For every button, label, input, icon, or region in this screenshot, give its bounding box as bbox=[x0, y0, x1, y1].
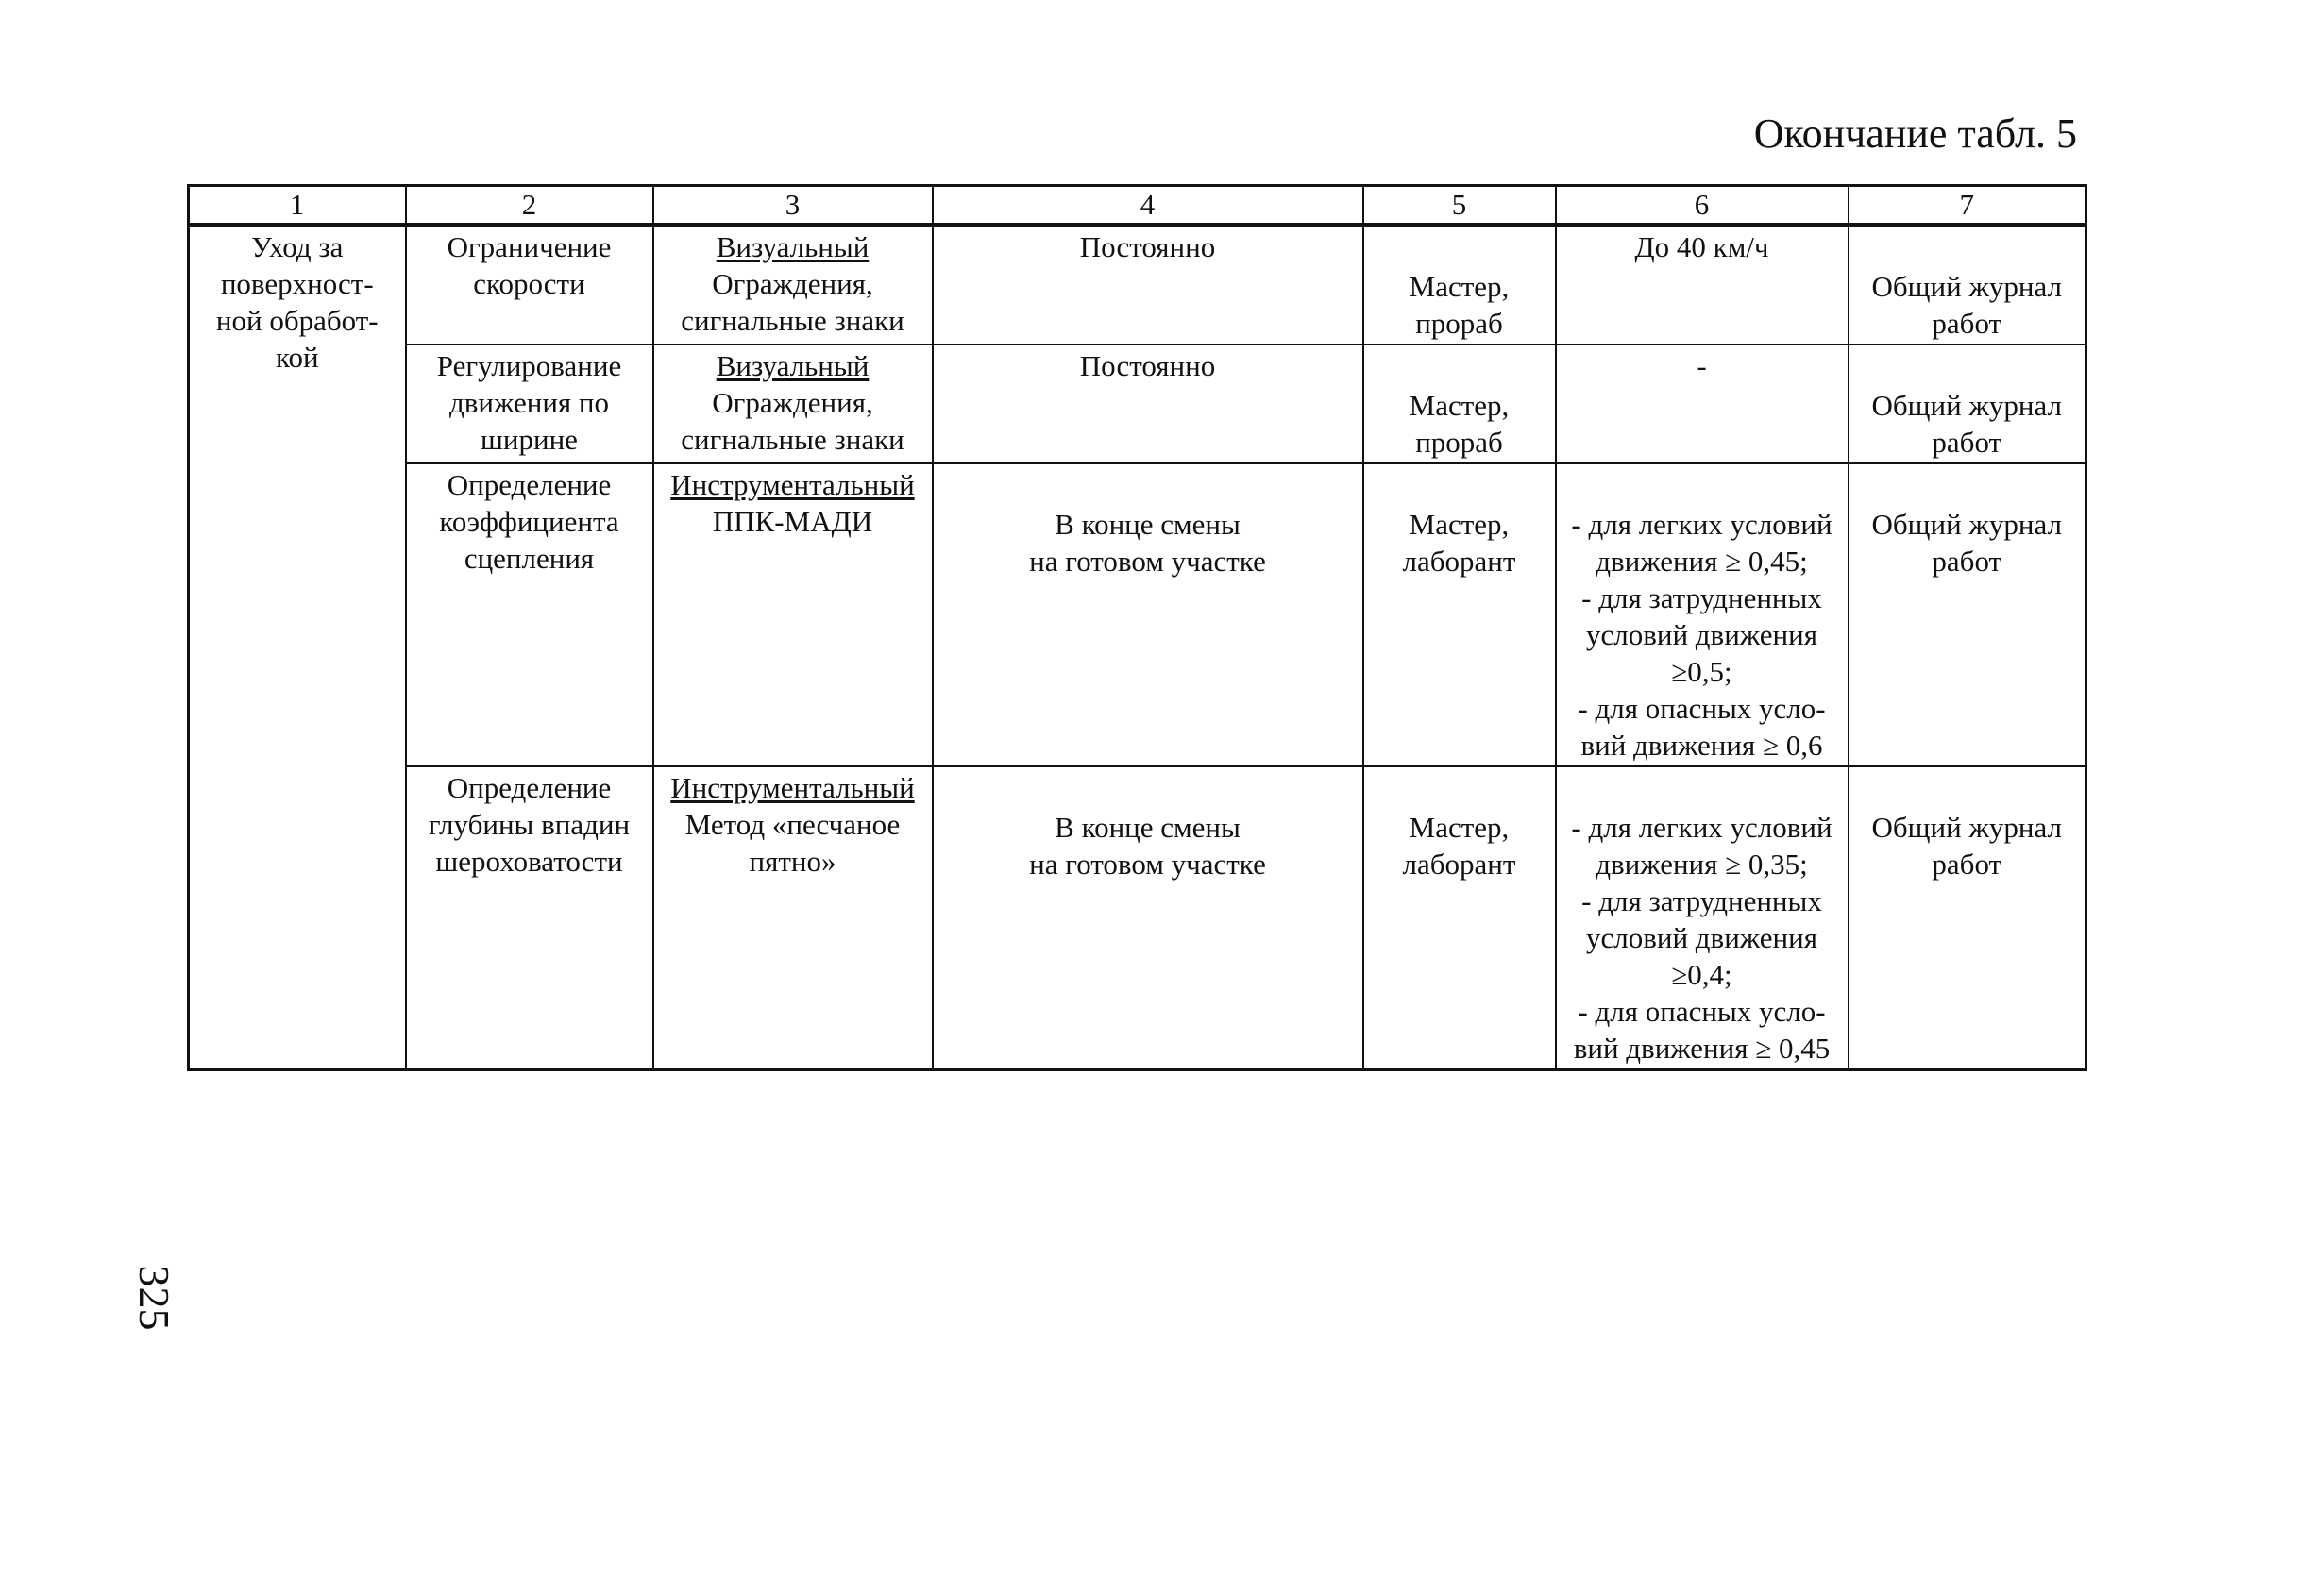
timing-cell bbox=[933, 766, 1363, 1070]
cell-line: Метод «песчаное bbox=[684, 808, 901, 841]
cell-line: условий движения bbox=[1585, 618, 1817, 651]
cell-line: ширине bbox=[481, 423, 578, 456]
cell-line: сигнальные знаки bbox=[681, 304, 904, 337]
cell-line: кой bbox=[275, 341, 319, 374]
control-subject-cell bbox=[406, 463, 653, 766]
timing-cell bbox=[933, 225, 1363, 344]
cell-line: движения ≥ 0,35; bbox=[1596, 848, 1808, 881]
cell-line: - bbox=[1697, 349, 1707, 382]
control-subject-cell bbox=[406, 225, 653, 344]
cell-line: поверхност- bbox=[220, 267, 374, 300]
cell-line: шероховатости bbox=[435, 845, 623, 878]
table-row bbox=[189, 225, 2086, 344]
cell-line: Общий журнал bbox=[1871, 508, 2062, 541]
table-row bbox=[189, 344, 2086, 463]
cell-line: Постоянно bbox=[1079, 230, 1216, 263]
method-cell bbox=[653, 344, 933, 463]
cell-line: Общий журнал bbox=[1871, 270, 2062, 303]
record-cell bbox=[1849, 463, 2086, 766]
timing-cell bbox=[933, 344, 1363, 463]
method-type: Визуальный bbox=[716, 230, 870, 263]
cell-line: ППК-МАДИ bbox=[712, 505, 873, 538]
work-stage-cell bbox=[189, 225, 406, 1070]
cell-line: Мастер, bbox=[1409, 811, 1510, 844]
cell-line: Регулирование bbox=[436, 349, 622, 382]
cell-line: Ограничение bbox=[447, 230, 612, 263]
cell-line: ≥0,5; bbox=[1671, 655, 1732, 688]
cell-line: ≥0,4; bbox=[1671, 958, 1732, 991]
cell-line: коэффициента bbox=[439, 505, 619, 538]
cell-line: работ bbox=[1932, 848, 2002, 881]
method-type: Инструментальный bbox=[670, 771, 915, 804]
cell-line: - для легких условий bbox=[1571, 508, 1833, 541]
timing-cell bbox=[933, 463, 1363, 766]
cell-line: лаборант bbox=[1402, 545, 1516, 578]
cell-line: движения по bbox=[448, 386, 610, 419]
cell-line: Общий журнал bbox=[1871, 811, 2062, 844]
cell-line: До 40 км/ч bbox=[1634, 230, 1769, 263]
control-subject-cell bbox=[406, 766, 653, 1070]
cell-line: Определение bbox=[447, 468, 612, 501]
cell-line: Ограждения, bbox=[712, 267, 873, 300]
cell-line: В конце смены bbox=[1055, 811, 1241, 844]
cell-line: Мастер, bbox=[1409, 389, 1510, 422]
header-cell: 5 bbox=[1363, 186, 1556, 226]
header-cell: 1 bbox=[189, 186, 406, 226]
header-cell: 3 bbox=[653, 186, 933, 226]
table-caption: Окончание табл. 5 bbox=[1753, 110, 2077, 157]
cell-line: скорости bbox=[473, 267, 585, 300]
cell-line: - для опасных усло- bbox=[1578, 995, 1826, 1028]
method-cell bbox=[653, 463, 933, 766]
cell-line: - для легких условий bbox=[1571, 811, 1833, 844]
header-cell: 2 bbox=[406, 186, 653, 226]
record-cell bbox=[1849, 344, 2086, 463]
cell-line: работ bbox=[1932, 545, 2002, 578]
table-row bbox=[189, 766, 2086, 1070]
cell-line: лаборант bbox=[1402, 848, 1516, 881]
header-row bbox=[189, 186, 2086, 226]
cell-line: на готовом участке bbox=[1029, 848, 1266, 881]
cell-line: Постоянно bbox=[1079, 349, 1216, 382]
criteria-cell bbox=[1556, 463, 1849, 766]
cell-line: Общий журнал bbox=[1871, 389, 2062, 422]
cell-line: Определение bbox=[447, 771, 612, 804]
cell-line: Мастер, bbox=[1409, 270, 1510, 303]
cell-line: вий движения ≥ 0,6 bbox=[1580, 729, 1823, 762]
cell-line: прораб bbox=[1415, 426, 1503, 459]
cell-line: движения ≥ 0,45; bbox=[1596, 545, 1808, 578]
cell-line: - для затрудненных bbox=[1581, 884, 1822, 917]
cell-line: ной обработ- bbox=[215, 304, 379, 337]
page-number: 325 bbox=[130, 1265, 178, 1331]
cell-line: Уход за bbox=[251, 230, 344, 263]
cell-line: сцепления bbox=[464, 542, 595, 575]
method-type: Инструментальный bbox=[670, 468, 915, 501]
responsible-cell bbox=[1363, 344, 1556, 463]
data-table bbox=[187, 184, 2087, 1071]
cell-line: пятно» bbox=[749, 845, 836, 878]
criteria-cell bbox=[1556, 225, 1849, 344]
cell-line: В конце смены bbox=[1055, 508, 1241, 541]
record-cell bbox=[1849, 225, 2086, 344]
control-subject-cell bbox=[406, 344, 653, 463]
responsible-cell bbox=[1363, 463, 1556, 766]
cell-line: работ bbox=[1932, 307, 2002, 340]
cell-line: условий движения bbox=[1585, 921, 1817, 954]
cell-line: прораб bbox=[1415, 307, 1503, 340]
method-type: Визуальный bbox=[716, 349, 870, 382]
responsible-cell bbox=[1363, 766, 1556, 1070]
cell-line: глубины впадин bbox=[428, 808, 631, 841]
cell-line: Мастер, bbox=[1409, 508, 1510, 541]
method-cell bbox=[653, 766, 933, 1070]
table-row bbox=[189, 463, 2086, 766]
table-container bbox=[187, 184, 2085, 1071]
cell-line: - для затрудненных bbox=[1581, 581, 1822, 614]
method-cell bbox=[653, 225, 933, 344]
cell-line: - для опасных усло- bbox=[1578, 692, 1826, 725]
header-cell: 4 bbox=[933, 186, 1363, 226]
cell-line: Ограждения, bbox=[712, 386, 873, 419]
cell-line: вий движения ≥ 0,45 bbox=[1573, 1032, 1831, 1065]
header-cell: 6 bbox=[1556, 186, 1849, 226]
cell-line: на готовом участке bbox=[1029, 545, 1266, 578]
criteria-cell bbox=[1556, 766, 1849, 1070]
responsible-cell bbox=[1363, 225, 1556, 344]
criteria-cell bbox=[1556, 344, 1849, 463]
cell-line: сигнальные знаки bbox=[681, 423, 904, 456]
header-cell: 7 bbox=[1849, 186, 2086, 226]
record-cell bbox=[1849, 766, 2086, 1070]
cell-line: работ bbox=[1932, 426, 2002, 459]
